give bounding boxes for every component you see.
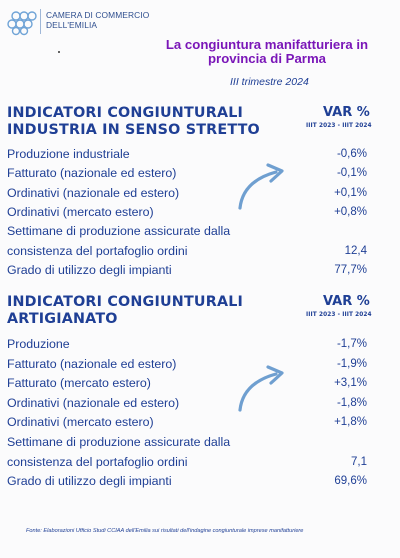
indicator-value: +1,8% bbox=[334, 416, 367, 429]
var-period-industria: IIIT 2023 - IIIT 2024 bbox=[306, 123, 372, 129]
org-name bbox=[46, 10, 149, 30]
indicator-value: 69,6% bbox=[334, 475, 367, 488]
indicator-row bbox=[7, 374, 367, 392]
indicator-row bbox=[7, 472, 367, 490]
indicator-row bbox=[7, 433, 367, 451]
indicator-label: Fatturato (mercato estero) bbox=[7, 376, 151, 391]
indicator-label: Ordinativi (mercato estero) bbox=[7, 204, 154, 219]
section-title-industria-line1: INDICATORI CONGIUNTURALI bbox=[7, 105, 244, 121]
indicator-row bbox=[7, 335, 367, 353]
page-title-line2: provincia di Parma bbox=[208, 50, 326, 66]
section-title-industria bbox=[7, 105, 260, 139]
source-footnote: Fonte: Elaborazioni Ufficio Studi CCIAA dell'Emilia sui risultati dell'indagine congiunturale imprese manifatturiere bbox=[26, 528, 304, 534]
org-name-line1: CAMERA DI COMMERCIO bbox=[46, 10, 150, 20]
section-title-industria-line2: INDUSTRIA IN SENSO STRETTO bbox=[7, 122, 260, 138]
indicator-label: Produzione bbox=[7, 337, 70, 351]
indicator-row bbox=[7, 222, 367, 240]
indicator-value: +0,1% bbox=[334, 186, 367, 199]
indicator-value: +0,8% bbox=[334, 205, 367, 218]
indicator-label: Fatturato (nazionale ed estero) bbox=[7, 166, 177, 181]
indicator-row bbox=[7, 413, 367, 431]
indicator-row bbox=[7, 145, 367, 163]
indicator-label: Ordinativi (mercato estero) bbox=[7, 415, 154, 430]
indicator-value: -1,8% bbox=[336, 396, 367, 409]
indicator-label: Ordinativi (nazionale ed estero) bbox=[7, 395, 180, 410]
section-title-artigianato-line2: ARTIGIANATO bbox=[7, 311, 118, 327]
indicator-value: +3,1% bbox=[334, 377, 367, 390]
page-title bbox=[132, 38, 400, 65]
decorative-dot bbox=[58, 51, 60, 53]
indicator-row bbox=[7, 394, 367, 412]
section-title-artigianato bbox=[7, 294, 243, 328]
indicator-value: -1,7% bbox=[336, 338, 367, 350]
indicator-row bbox=[7, 184, 367, 202]
period-label: III trimestre 2024 bbox=[230, 76, 309, 88]
camera-commercio-logo-icon bbox=[6, 8, 40, 36]
var-label-industria: VAR % bbox=[323, 105, 370, 120]
indicator-label: Fatturato (nazionale ed estero) bbox=[7, 356, 177, 371]
indicator-row bbox=[7, 355, 367, 373]
var-period-artigianato: IIIT 2023 - IIIT 2024 bbox=[306, 312, 372, 318]
logo-divider bbox=[40, 9, 41, 34]
indicator-row bbox=[7, 453, 367, 471]
indicator-row bbox=[7, 261, 367, 279]
indicator-label: Ordinativi (nazionale ed estero) bbox=[7, 185, 180, 200]
trend-arrow-icon bbox=[232, 362, 292, 414]
indicator-row bbox=[7, 242, 367, 260]
section-title-artigianato-line1: INDICATORI CONGIUNTURALI bbox=[7, 294, 244, 310]
var-label-artigianato: VAR % bbox=[323, 294, 370, 309]
indicator-label: Produzione industriale bbox=[7, 147, 130, 161]
indicator-label: consistenza del portafoglio ordini bbox=[7, 454, 188, 469]
indicator-label: Grado di utilizzo degli impianti bbox=[7, 262, 172, 277]
indicator-value: -0,1% bbox=[336, 167, 367, 180]
indicator-label: consistenza del portafoglio ordini bbox=[7, 243, 188, 258]
indicator-label: Grado di utilizzo degli impianti bbox=[7, 474, 172, 489]
indicator-label: Settimane di produzione assicurate dalla bbox=[7, 435, 231, 449]
indicator-value: 77,7% bbox=[334, 263, 367, 276]
indicator-row bbox=[7, 164, 367, 182]
indicator-value: -1,9% bbox=[336, 357, 367, 370]
org-name-line2: DELL'EMILIA bbox=[46, 20, 98, 30]
indicator-value: 12,4 bbox=[344, 244, 367, 257]
indicator-row bbox=[7, 203, 367, 221]
trend-arrow-icon bbox=[232, 160, 292, 212]
page-title-line1: La congiuntura manifatturiera in bbox=[165, 37, 369, 52]
indicator-value: 7,1 bbox=[351, 455, 367, 468]
indicator-label: Settimane di produzione assicurate dalla bbox=[7, 224, 231, 239]
indicator-value: -0,6% bbox=[336, 148, 367, 160]
